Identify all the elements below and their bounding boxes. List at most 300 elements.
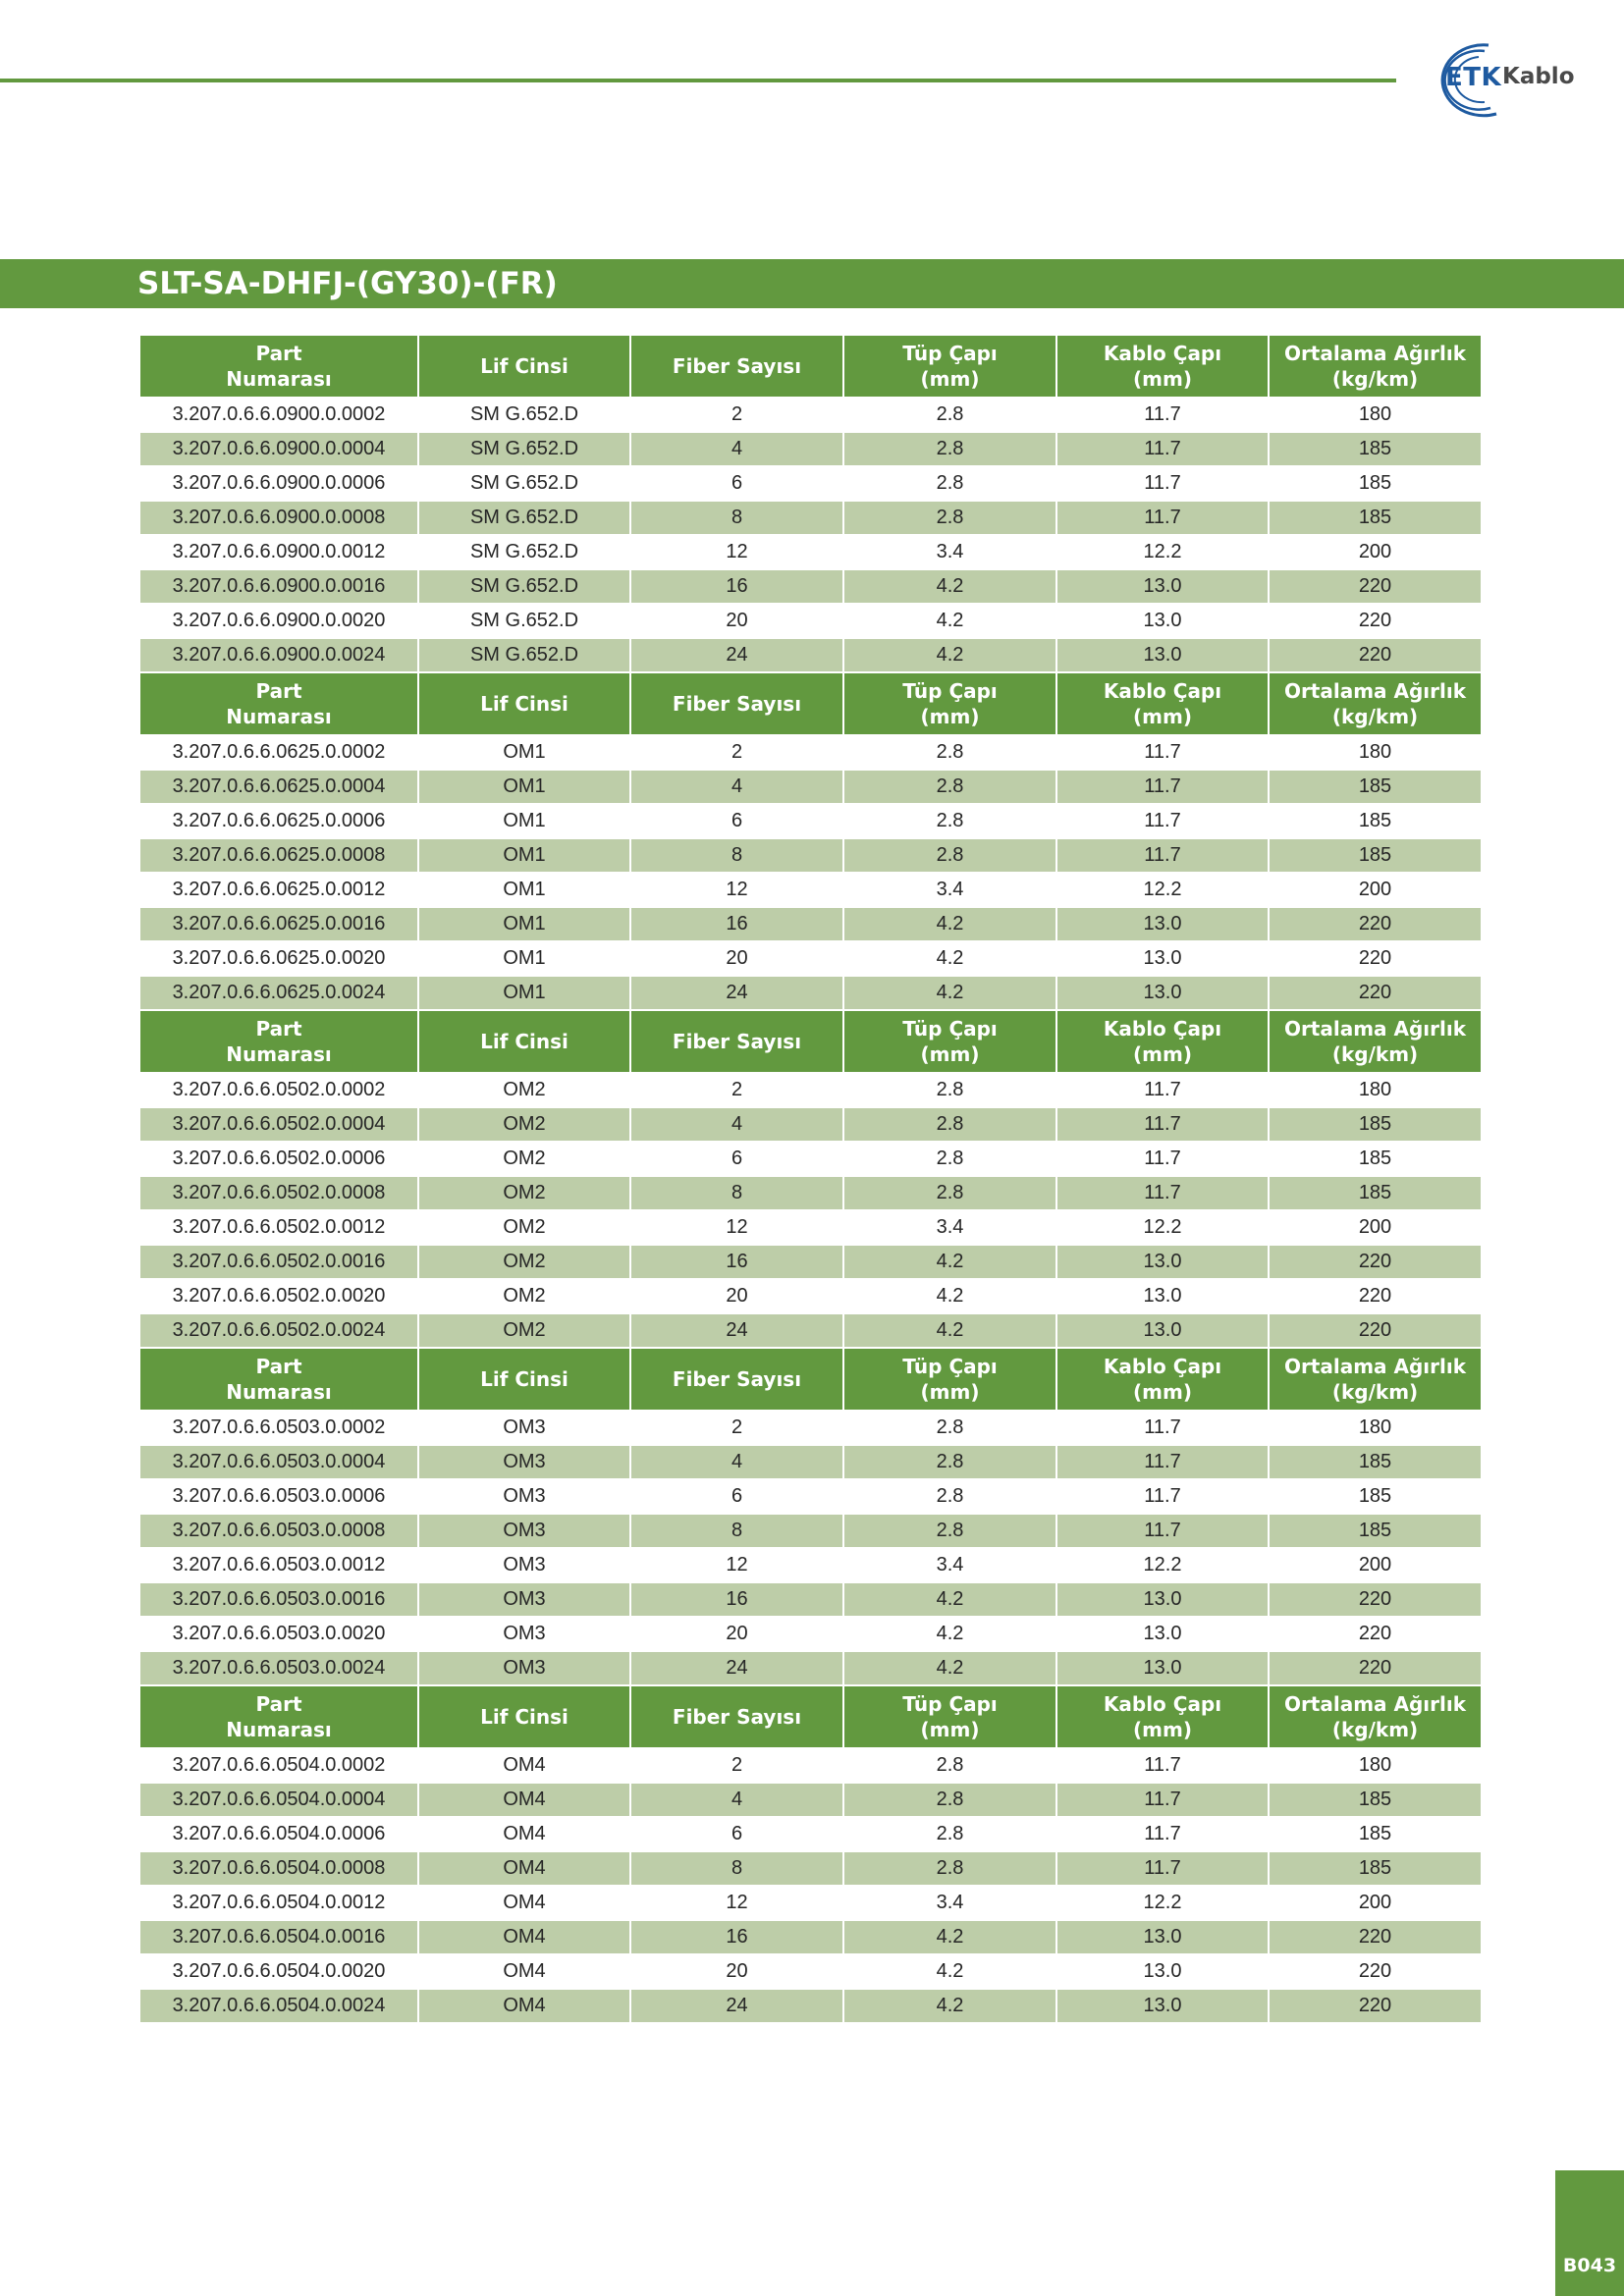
cell-average-weight: 220 [1269, 1954, 1482, 1989]
cell-cable-diameter: 12.2 [1056, 535, 1269, 569]
logo-etk-text: ETK [1445, 63, 1502, 92]
column-header-part-number [139, 1348, 418, 1411]
cell-tube-diameter: 4.2 [843, 638, 1056, 672]
cell-cable-diameter: 13.0 [1056, 1313, 1269, 1348]
cell-cable-diameter: 12.2 [1056, 1210, 1269, 1245]
cell-part-number: 3.207.0.6.6.0625.0.0024 [139, 976, 418, 1010]
table-row [139, 1851, 1482, 1886]
cell-part-number: 3.207.0.6.6.0504.0.0006 [139, 1817, 418, 1851]
cell-fiber-type: OM2 [418, 1176, 630, 1210]
cell-fiber-type: OM2 [418, 1210, 630, 1245]
cell-cable-diameter: 13.0 [1056, 1279, 1269, 1313]
cell-average-weight: 185 [1269, 1142, 1482, 1176]
table-row [139, 1245, 1482, 1279]
cell-average-weight: 220 [1269, 907, 1482, 941]
cell-cable-diameter: 11.7 [1056, 466, 1269, 501]
cell-tube-diameter: 3.4 [843, 1210, 1056, 1245]
table-row [139, 941, 1482, 976]
cell-cable-diameter: 13.0 [1056, 638, 1269, 672]
cell-fiber-type: OM4 [418, 1989, 630, 2023]
cell-average-weight: 180 [1269, 1073, 1482, 1107]
cell-average-weight: 220 [1269, 569, 1482, 604]
page-title: SLT-SA-DHFJ-(GY30)-(FR) [137, 266, 558, 301]
cell-fiber-count: 4 [630, 432, 843, 466]
table-row [139, 1411, 1482, 1445]
column-header-line: (mm) [920, 1380, 980, 1404]
cell-average-weight: 185 [1269, 501, 1482, 535]
column-header-line: Ortalama Ağırlık [1283, 1017, 1467, 1041]
column-header-average-weight [1269, 335, 1482, 398]
cell-fiber-type: SM G.652.D [418, 569, 630, 604]
cell-fiber-count: 24 [630, 1651, 843, 1685]
cell-tube-diameter: 3.4 [843, 1548, 1056, 1582]
cell-part-number: 3.207.0.6.6.0503.0.0016 [139, 1582, 418, 1617]
column-header-line: Lif Cinsi [480, 1030, 568, 1053]
column-header-fiber-count [630, 1010, 843, 1073]
cell-average-weight: 185 [1269, 1514, 1482, 1548]
column-header-line: (mm) [1133, 1380, 1192, 1404]
column-header-line: Numarası [226, 1042, 332, 1066]
table-row [139, 604, 1482, 638]
cell-fiber-count: 6 [630, 1479, 843, 1514]
cell-fiber-count: 12 [630, 1210, 843, 1245]
table-row [139, 873, 1482, 907]
cell-fiber-type: OM3 [418, 1479, 630, 1514]
table-header-row [139, 1685, 1482, 1748]
column-header-line: Numarası [226, 1718, 332, 1741]
table-header-row [139, 335, 1482, 398]
cell-part-number: 3.207.0.6.6.0625.0.0012 [139, 873, 418, 907]
cell-tube-diameter: 2.8 [843, 1817, 1056, 1851]
cell-fiber-count: 8 [630, 1514, 843, 1548]
cell-fiber-type: OM2 [418, 1245, 630, 1279]
cell-cable-diameter: 11.7 [1056, 1783, 1269, 1817]
table-row [139, 804, 1482, 838]
cell-average-weight: 180 [1269, 398, 1482, 432]
cell-fiber-count: 4 [630, 1445, 843, 1479]
table-row [139, 432, 1482, 466]
cell-cable-diameter: 11.7 [1056, 838, 1269, 873]
cell-fiber-type: OM3 [418, 1651, 630, 1685]
cell-cable-diameter: 13.0 [1056, 907, 1269, 941]
column-header-line: (kg/km) [1331, 705, 1419, 728]
cell-fiber-count: 2 [630, 1748, 843, 1783]
cell-cable-diameter: 12.2 [1056, 1886, 1269, 1920]
cell-cable-diameter: 13.0 [1056, 1920, 1269, 1954]
cell-fiber-type: OM3 [418, 1445, 630, 1479]
cell-part-number: 3.207.0.6.6.0625.0.0006 [139, 804, 418, 838]
table-row [139, 569, 1482, 604]
column-header-average-weight [1269, 672, 1482, 735]
table-row [139, 1514, 1482, 1548]
column-header-fiber-type [418, 1348, 630, 1411]
table-row [139, 838, 1482, 873]
cell-part-number: 3.207.0.6.6.0625.0.0020 [139, 941, 418, 976]
cell-part-number: 3.207.0.6.6.0503.0.0004 [139, 1445, 418, 1479]
cell-fiber-count: 20 [630, 941, 843, 976]
cell-average-weight: 220 [1269, 941, 1482, 976]
cell-part-number: 3.207.0.6.6.0625.0.0004 [139, 770, 418, 804]
cell-part-number: 3.207.0.6.6.0900.0.0004 [139, 432, 418, 466]
column-header-cable-diameter [1056, 335, 1269, 398]
column-header-line: Kablo Çapı [1103, 1017, 1222, 1041]
cell-tube-diameter: 4.2 [843, 569, 1056, 604]
cell-fiber-type: OM3 [418, 1582, 630, 1617]
cell-fiber-type: OM4 [418, 1783, 630, 1817]
table-row [139, 1210, 1482, 1245]
cell-tube-diameter: 4.2 [843, 1617, 1056, 1651]
cell-fiber-count: 16 [630, 569, 843, 604]
cell-average-weight: 185 [1269, 1817, 1482, 1851]
cell-part-number: 3.207.0.6.6.0900.0.0016 [139, 569, 418, 604]
cell-part-number: 3.207.0.6.6.0502.0.0016 [139, 1245, 418, 1279]
table-row [139, 1107, 1482, 1142]
cell-part-number: 3.207.0.6.6.0900.0.0008 [139, 501, 418, 535]
table-row [139, 1989, 1482, 2023]
cell-average-weight: 180 [1269, 735, 1482, 770]
cell-fiber-count: 4 [630, 770, 843, 804]
column-header-line: Ortalama Ağırlık [1283, 342, 1467, 365]
column-header-line: Tüp Çapı [902, 1017, 998, 1041]
cell-cable-diameter: 11.7 [1056, 1411, 1269, 1445]
cell-average-weight: 200 [1269, 1886, 1482, 1920]
cell-tube-diameter: 2.8 [843, 1411, 1056, 1445]
cell-part-number: 3.207.0.6.6.0502.0.0020 [139, 1279, 418, 1313]
cell-fiber-count: 16 [630, 907, 843, 941]
table-row [139, 1073, 1482, 1107]
table-row [139, 1279, 1482, 1313]
column-header-line: Part [255, 679, 302, 703]
cell-average-weight: 185 [1269, 1445, 1482, 1479]
cell-cable-diameter: 13.0 [1056, 1582, 1269, 1617]
cell-fiber-count: 24 [630, 1989, 843, 2023]
column-header-line: Kablo Çapı [1103, 1692, 1222, 1716]
table-row [139, 398, 1482, 432]
cell-fiber-count: 12 [630, 1548, 843, 1582]
cell-fiber-count: 24 [630, 976, 843, 1010]
cell-fiber-count: 2 [630, 1411, 843, 1445]
cell-part-number: 3.207.0.6.6.0504.0.0024 [139, 1989, 418, 2023]
column-header-line: Tüp Çapı [902, 1692, 998, 1716]
column-header-fiber-type [418, 1010, 630, 1073]
cell-fiber-type: OM1 [418, 804, 630, 838]
column-header-line: Ortalama Ağırlık [1283, 1355, 1467, 1378]
cell-part-number: 3.207.0.6.6.0625.0.0016 [139, 907, 418, 941]
cell-cable-diameter: 11.7 [1056, 804, 1269, 838]
cell-fiber-type: OM1 [418, 941, 630, 976]
column-header-line: Ortalama Ağırlık [1283, 679, 1467, 703]
table-row [139, 976, 1482, 1010]
column-header-line: Fiber Sayısı [672, 1367, 802, 1391]
cell-average-weight: 220 [1269, 638, 1482, 672]
cell-average-weight: 185 [1269, 1851, 1482, 1886]
table-row [139, 1142, 1482, 1176]
column-header-line: (mm) [920, 367, 980, 391]
cell-part-number: 3.207.0.6.6.0503.0.0024 [139, 1651, 418, 1685]
cell-average-weight: 220 [1269, 1582, 1482, 1617]
cell-fiber-type: OM1 [418, 873, 630, 907]
title-band [0, 259, 1624, 308]
cell-cable-diameter: 13.0 [1056, 1617, 1269, 1651]
cell-average-weight: 220 [1269, 1279, 1482, 1313]
column-header-average-weight [1269, 1348, 1482, 1411]
column-header-part-number [139, 335, 418, 398]
column-header-tube-diameter [843, 1685, 1056, 1748]
cell-part-number: 3.207.0.6.6.0503.0.0012 [139, 1548, 418, 1582]
cell-tube-diameter: 4.2 [843, 604, 1056, 638]
cell-fiber-type: OM4 [418, 1954, 630, 1989]
cell-fiber-type: SM G.652.D [418, 501, 630, 535]
cell-cable-diameter: 12.2 [1056, 873, 1269, 907]
cell-tube-diameter: 4.2 [843, 941, 1056, 976]
page-number: B043 [1562, 2255, 1617, 2276]
table-row [139, 907, 1482, 941]
cell-cable-diameter: 11.7 [1056, 1479, 1269, 1514]
table-row [139, 638, 1482, 672]
cell-average-weight: 185 [1269, 770, 1482, 804]
cell-part-number: 3.207.0.6.6.0504.0.0002 [139, 1748, 418, 1783]
column-header-line: (mm) [920, 1718, 980, 1741]
cell-fiber-count: 4 [630, 1107, 843, 1142]
cell-fiber-type: OM4 [418, 1886, 630, 1920]
column-header-average-weight [1269, 1010, 1482, 1073]
cell-average-weight: 220 [1269, 1313, 1482, 1348]
column-header-line: (kg/km) [1331, 1042, 1419, 1066]
column-header-line: Numarası [226, 705, 332, 728]
table-row [139, 1445, 1482, 1479]
cell-fiber-type: OM2 [418, 1142, 630, 1176]
cell-tube-diameter: 2.8 [843, 770, 1056, 804]
cell-fiber-type: OM3 [418, 1514, 630, 1548]
table-header-row [139, 672, 1482, 735]
cell-tube-diameter: 2.8 [843, 1783, 1056, 1817]
cell-average-weight: 180 [1269, 1748, 1482, 1783]
cell-average-weight: 185 [1269, 838, 1482, 873]
cell-tube-diameter: 4.2 [843, 1279, 1056, 1313]
column-header-line: Lif Cinsi [480, 1705, 568, 1729]
cell-cable-diameter: 11.7 [1056, 1073, 1269, 1107]
cell-average-weight: 220 [1269, 1617, 1482, 1651]
cell-fiber-count: 8 [630, 1176, 843, 1210]
cell-average-weight: 185 [1269, 804, 1482, 838]
cell-fiber-count: 16 [630, 1582, 843, 1617]
cell-tube-diameter: 4.2 [843, 907, 1056, 941]
cell-cable-diameter: 11.7 [1056, 1107, 1269, 1142]
column-header-fiber-count [630, 1685, 843, 1748]
cell-part-number: 3.207.0.6.6.0504.0.0012 [139, 1886, 418, 1920]
cell-tube-diameter: 2.8 [843, 804, 1056, 838]
cell-fiber-count: 12 [630, 873, 843, 907]
cell-fiber-type: OM1 [418, 770, 630, 804]
cell-fiber-type: SM G.652.D [418, 638, 630, 672]
table-row [139, 1817, 1482, 1851]
column-header-line: Tüp Çapı [902, 342, 998, 365]
column-header-line: Ortalama Ağırlık [1283, 1692, 1467, 1716]
cell-fiber-count: 2 [630, 398, 843, 432]
cell-tube-diameter: 3.4 [843, 1886, 1056, 1920]
cell-fiber-type: OM1 [418, 838, 630, 873]
column-header-line: Fiber Sayısı [672, 1705, 802, 1729]
cell-part-number: 3.207.0.6.6.0504.0.0020 [139, 1954, 418, 1989]
table-row [139, 1783, 1482, 1817]
cell-part-number: 3.207.0.6.6.0900.0.0024 [139, 638, 418, 672]
column-header-line: Numarası [226, 367, 332, 391]
cell-fiber-type: OM3 [418, 1548, 630, 1582]
cell-tube-diameter: 2.8 [843, 466, 1056, 501]
column-header-line: (mm) [1133, 1718, 1192, 1741]
cell-fiber-count: 4 [630, 1783, 843, 1817]
cell-average-weight: 200 [1269, 873, 1482, 907]
table-row [139, 1479, 1482, 1514]
cell-average-weight: 220 [1269, 1651, 1482, 1685]
cell-cable-diameter: 11.7 [1056, 432, 1269, 466]
cell-tube-diameter: 2.8 [843, 1479, 1056, 1514]
column-header-line: Part [255, 1692, 302, 1716]
cell-average-weight: 200 [1269, 1548, 1482, 1582]
cell-average-weight: 220 [1269, 604, 1482, 638]
column-header-line: Kablo Çapı [1103, 679, 1222, 703]
table-row [139, 501, 1482, 535]
column-header-line: Tüp Çapı [902, 1355, 998, 1378]
cell-tube-diameter: 4.2 [843, 1245, 1056, 1279]
column-header-line: (mm) [1133, 705, 1192, 728]
cell-average-weight: 220 [1269, 1920, 1482, 1954]
cell-tube-diameter: 4.2 [843, 1651, 1056, 1685]
cell-tube-diameter: 4.2 [843, 1954, 1056, 1989]
cell-fiber-type: SM G.652.D [418, 604, 630, 638]
column-header-line: Lif Cinsi [480, 692, 568, 716]
cell-tube-diameter: 2.8 [843, 1142, 1056, 1176]
cell-fiber-count: 6 [630, 1142, 843, 1176]
cell-average-weight: 220 [1269, 1989, 1482, 2023]
cell-tube-diameter: 2.8 [843, 1514, 1056, 1548]
cell-part-number: 3.207.0.6.6.0625.0.0008 [139, 838, 418, 873]
cell-cable-diameter: 13.0 [1056, 569, 1269, 604]
cell-cable-diameter: 11.7 [1056, 1817, 1269, 1851]
cell-average-weight: 220 [1269, 1245, 1482, 1279]
column-header-part-number [139, 1010, 418, 1073]
cell-fiber-type: SM G.652.D [418, 398, 630, 432]
column-header-part-number [139, 672, 418, 735]
column-header-line: Part [255, 1017, 302, 1041]
column-header-line: (mm) [920, 1042, 980, 1066]
cell-part-number: 3.207.0.6.6.0503.0.0002 [139, 1411, 418, 1445]
logo-kablo-text: Kablo [1502, 64, 1575, 89]
cell-cable-diameter: 11.7 [1056, 1176, 1269, 1210]
spec-table [138, 334, 1483, 2024]
column-header-line: Tüp Çapı [902, 679, 998, 703]
cell-fiber-count: 2 [630, 1073, 843, 1107]
header-rule [0, 79, 1396, 82]
cell-cable-diameter: 11.7 [1056, 1514, 1269, 1548]
column-header-cable-diameter [1056, 1348, 1269, 1411]
cell-part-number: 3.207.0.6.6.0503.0.0008 [139, 1514, 418, 1548]
cell-tube-diameter: 2.8 [843, 1748, 1056, 1783]
cell-fiber-type: OM2 [418, 1073, 630, 1107]
cell-fiber-count: 6 [630, 804, 843, 838]
column-header-part-number [139, 1685, 418, 1748]
cell-tube-diameter: 2.8 [843, 432, 1056, 466]
cell-fiber-count: 8 [630, 1851, 843, 1886]
cell-cable-diameter: 11.7 [1056, 770, 1269, 804]
cell-average-weight: 185 [1269, 1176, 1482, 1210]
cell-tube-diameter: 2.8 [843, 1107, 1056, 1142]
cell-fiber-type: SM G.652.D [418, 466, 630, 501]
cell-part-number: 3.207.0.6.6.0900.0.0002 [139, 398, 418, 432]
column-header-tube-diameter [843, 335, 1056, 398]
cell-tube-diameter: 4.2 [843, 1920, 1056, 1954]
column-header-cable-diameter [1056, 672, 1269, 735]
table-row [139, 1748, 1482, 1783]
column-header-tube-diameter [843, 1348, 1056, 1411]
cell-part-number: 3.207.0.6.6.0502.0.0024 [139, 1313, 418, 1348]
cell-average-weight: 185 [1269, 1479, 1482, 1514]
cell-fiber-type: OM1 [418, 976, 630, 1010]
column-header-line: Part [255, 342, 302, 365]
cell-part-number: 3.207.0.6.6.0502.0.0004 [139, 1107, 418, 1142]
cell-tube-diameter: 2.8 [843, 735, 1056, 770]
column-header-line: (mm) [920, 705, 980, 728]
cell-fiber-count: 20 [630, 1279, 843, 1313]
cell-fiber-type: OM2 [418, 1279, 630, 1313]
table-row [139, 1954, 1482, 1989]
cell-part-number: 3.207.0.6.6.0503.0.0020 [139, 1617, 418, 1651]
column-header-line: Kablo Çapı [1103, 1355, 1222, 1378]
column-header-line: Lif Cinsi [480, 354, 568, 378]
column-header-line: Fiber Sayısı [672, 692, 802, 716]
column-header-fiber-count [630, 672, 843, 735]
cell-fiber-count: 6 [630, 1817, 843, 1851]
table-header-row [139, 1010, 1482, 1073]
table-row [139, 1548, 1482, 1582]
column-header-line: (kg/km) [1331, 1718, 1419, 1741]
cell-fiber-count: 12 [630, 1886, 843, 1920]
cell-tube-diameter: 4.2 [843, 1313, 1056, 1348]
cell-part-number: 3.207.0.6.6.0502.0.0008 [139, 1176, 418, 1210]
cell-fiber-count: 24 [630, 638, 843, 672]
cell-fiber-type: SM G.652.D [418, 432, 630, 466]
column-header-line: Lif Cinsi [480, 1367, 568, 1391]
cell-cable-diameter: 13.0 [1056, 941, 1269, 976]
column-header-fiber-type [418, 672, 630, 735]
cell-cable-diameter: 13.0 [1056, 976, 1269, 1010]
table-row [139, 1176, 1482, 1210]
column-header-line: (mm) [1133, 367, 1192, 391]
table-row [139, 1313, 1482, 1348]
table-row [139, 1617, 1482, 1651]
cell-part-number: 3.207.0.6.6.0504.0.0008 [139, 1851, 418, 1886]
cell-part-number: 3.207.0.6.6.0502.0.0012 [139, 1210, 418, 1245]
cell-cable-diameter: 13.0 [1056, 1954, 1269, 1989]
cell-fiber-count: 6 [630, 466, 843, 501]
cell-fiber-count: 8 [630, 501, 843, 535]
cell-fiber-type: OM4 [418, 1817, 630, 1851]
cell-cable-diameter: 12.2 [1056, 1548, 1269, 1582]
cell-part-number: 3.207.0.6.6.0900.0.0006 [139, 466, 418, 501]
cell-fiber-count: 20 [630, 604, 843, 638]
cell-fiber-count: 20 [630, 1954, 843, 1989]
cell-fiber-type: OM1 [418, 907, 630, 941]
cell-fiber-type: OM1 [418, 735, 630, 770]
cell-part-number: 3.207.0.6.6.0503.0.0006 [139, 1479, 418, 1514]
cell-fiber-type: OM2 [418, 1107, 630, 1142]
cell-cable-diameter: 13.0 [1056, 1989, 1269, 2023]
column-header-fiber-type [418, 1685, 630, 1748]
column-header-cable-diameter [1056, 1010, 1269, 1073]
cell-tube-diameter: 3.4 [843, 535, 1056, 569]
cell-average-weight: 185 [1269, 432, 1482, 466]
column-header-average-weight [1269, 1685, 1482, 1748]
